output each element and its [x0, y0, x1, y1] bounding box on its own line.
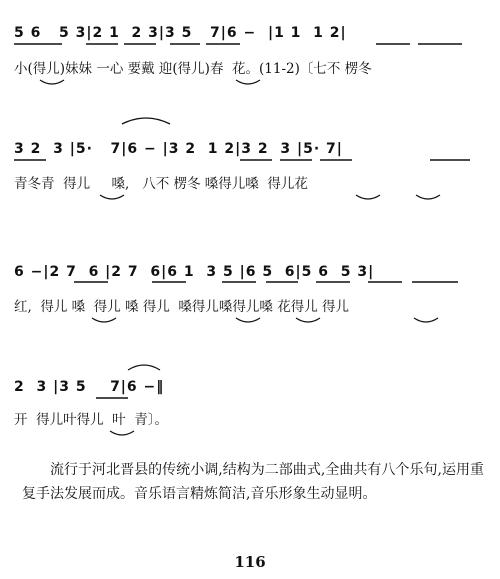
score-system-2-lyrics: 青冬青 得儿 嗓, 八不 楞冬 嗓得儿嗓 得儿花 — [14, 176, 308, 192]
score-system-4-lyrics: 开 得儿叶得儿 叶 青〕。 — [14, 412, 168, 428]
score-system-3-notes: 6 −|2 7 6 |2 7 6|6 1 3 5 |6 5 6|5 6 5 3| — [14, 264, 375, 280]
rhythm-underlines — [14, 44, 470, 398]
score-system-3-lyrics: 红, 得儿 嗓 得儿 嗓 得儿 嗓得儿嗓得儿嗓 花得儿 得儿 — [14, 299, 349, 315]
score-system-1-lyrics: 小(得儿)妹妹 一心 要戴 迎(得儿)春 花。(11-2)〔七不 楞冬 — [14, 61, 372, 77]
page-number: 116 — [234, 553, 266, 571]
score-system-2-notes: 3 2 3 |5· 7|6 − |3 2 1 2|3 2 3 |5· 7| — [14, 141, 343, 157]
description-paragraph: 流行于河北晋县的传统小调,结构为二部曲式,全曲共有八个乐句,运用重复手法发展而成。音乐语言精炼简洁,音乐形象生动显明。 — [22, 462, 484, 502]
score-system-4-notes: 2 3 |3 5 7|6 −‖ — [14, 379, 165, 395]
score-system-1-notes: 5 6 5 3|2 1 2 3|3 5 7|6 − |1 1 1 2| — [14, 25, 347, 41]
